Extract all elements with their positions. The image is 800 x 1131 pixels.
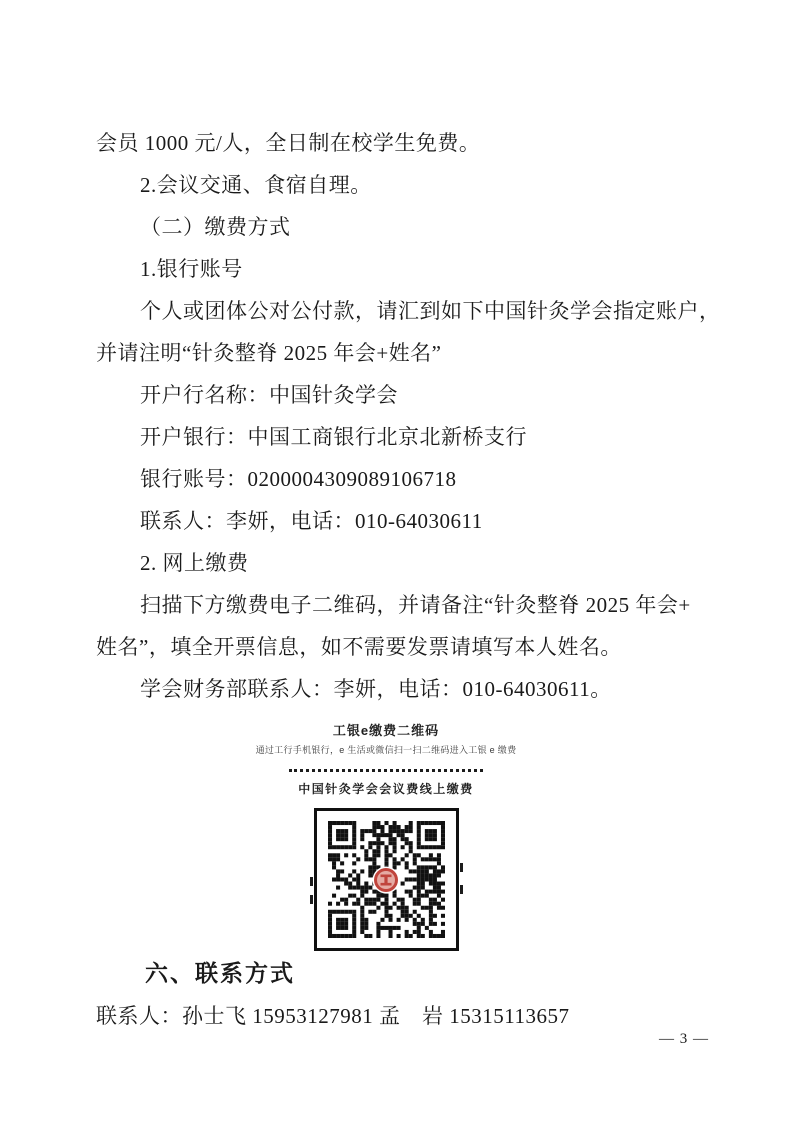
epay-qr-image xyxy=(240,720,532,951)
crop-mark xyxy=(310,895,313,904)
body-line: 姓名”，填全开票信息，如不需要发票请填写本人姓名。 xyxy=(96,635,622,659)
body-line: 学会财务部联系人：李妍，电话：010-64030611。 xyxy=(140,677,612,701)
qr-frame xyxy=(314,808,459,951)
body-line: 个人或团体公对公付款，请汇到如下中国针灸学会指定账户， xyxy=(140,299,721,323)
body-line: 开户银行：中国工商银行北京北新桥支行 xyxy=(140,425,527,449)
body-line: 联系人：李妍，电话：010-64030611 xyxy=(140,509,483,533)
crop-mark xyxy=(460,863,463,872)
body-line: 1.银行账号 xyxy=(140,257,243,281)
body-line: 并请注明“针灸整脊 2025 年会+姓名” xyxy=(96,341,442,365)
body-line: （二）缴费方式 xyxy=(140,215,291,239)
body-line: 会员 1000 元/人，全日制在校学生免费。 xyxy=(96,131,481,155)
contact-section-heading: 六、联系方式 xyxy=(145,960,295,986)
body-line: 2. 网上缴费 xyxy=(140,551,249,575)
icbc-logo-icon xyxy=(371,865,401,895)
crop-mark xyxy=(310,877,313,886)
crop-mark xyxy=(460,885,463,894)
qr-caption: 中国针灸学会会议费线上缴费 xyxy=(298,782,474,796)
page-number: — 3 — xyxy=(659,1031,709,1047)
body-text-block xyxy=(96,122,721,710)
body-line: 开户行名称：中国针灸学会 xyxy=(140,383,398,407)
qr-subtitle: 通过工行手机银行，e 生活或微信扫一扫二维码进入工银 e 缴费 xyxy=(255,745,517,755)
body-line: 2.会议交通、食宿自理。 xyxy=(140,173,372,197)
contact-line: 联系人：孙士飞 15953127981 孟 岩 15315113657 xyxy=(96,1004,570,1028)
qr-title: 工银e缴费二维码 xyxy=(332,723,440,738)
dotted-divider xyxy=(289,769,483,772)
bank-account-line: 银行账号：0200004309089106718 xyxy=(140,467,457,491)
body-line: 扫描下方缴费电子二维码，并请备注“针灸整脊 2025 年会+ xyxy=(140,593,691,617)
